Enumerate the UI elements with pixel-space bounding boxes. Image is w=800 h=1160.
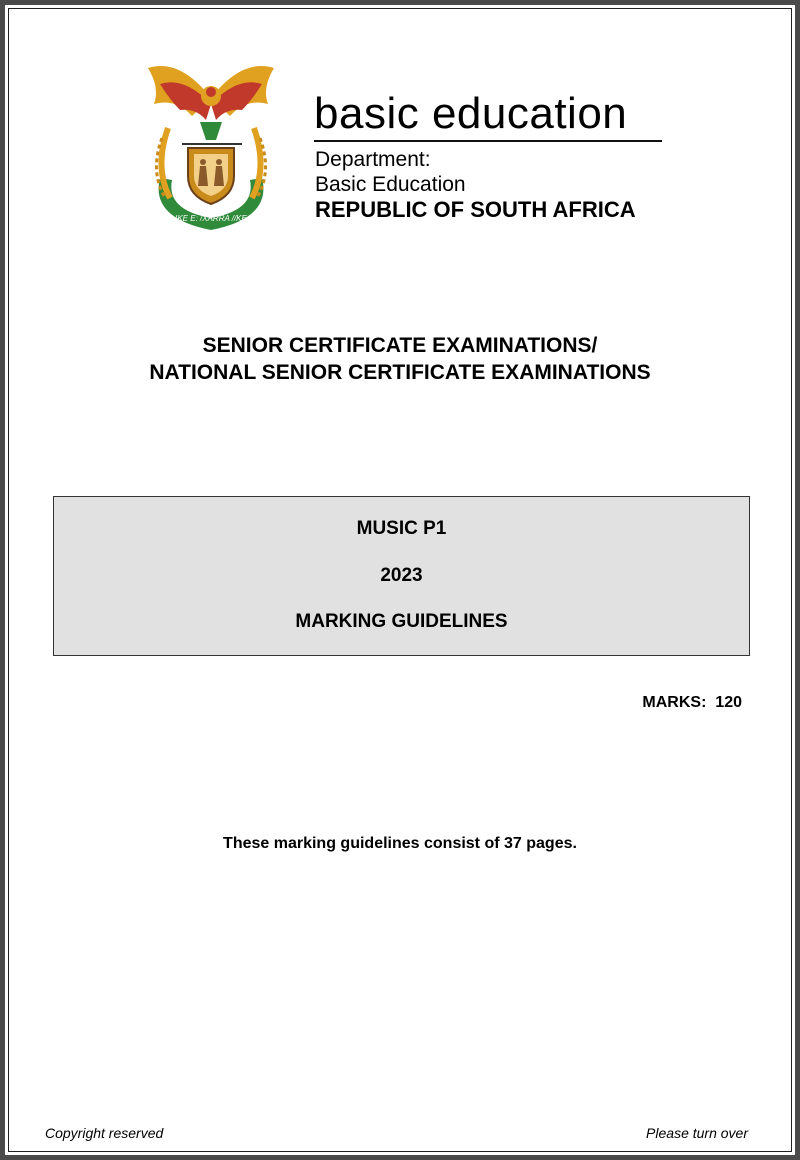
exam-year: 2023: [380, 565, 423, 586]
country-name: REPUBLIC OF SOUTH AFRICA: [315, 197, 636, 222]
south-africa-coat-of-arms-icon: [140, 58, 282, 236]
turn-over-footer: Please turn over: [646, 1125, 748, 1141]
copyright-footer: Copyright reserved: [45, 1125, 164, 1141]
paper-title-box: [53, 496, 750, 656]
department-name: Basic Education: [315, 173, 466, 196]
exam-heading-line2: NATIONAL SENIOR CERTIFICATE EXAMINATIONS: [149, 361, 651, 384]
document-type: MARKING GUIDELINES: [295, 611, 508, 632]
marks-total: [642, 694, 742, 712]
brand-divider: [314, 140, 662, 142]
exam-heading-line1: SENIOR CERTIFICATE EXAMINATIONS/: [202, 334, 598, 357]
department-label: Department:: [315, 148, 431, 171]
marks-label: MARKS:: [642, 694, 707, 711]
crest-motto: !KE E: /XARRA //KE: [175, 214, 247, 223]
brand-title: basic education: [314, 89, 628, 138]
marks-value: 120: [715, 694, 742, 711]
subject-title: MUSIC P1: [356, 518, 447, 539]
page-count-note: These marking guidelines consist of 37 pages.: [223, 835, 577, 852]
